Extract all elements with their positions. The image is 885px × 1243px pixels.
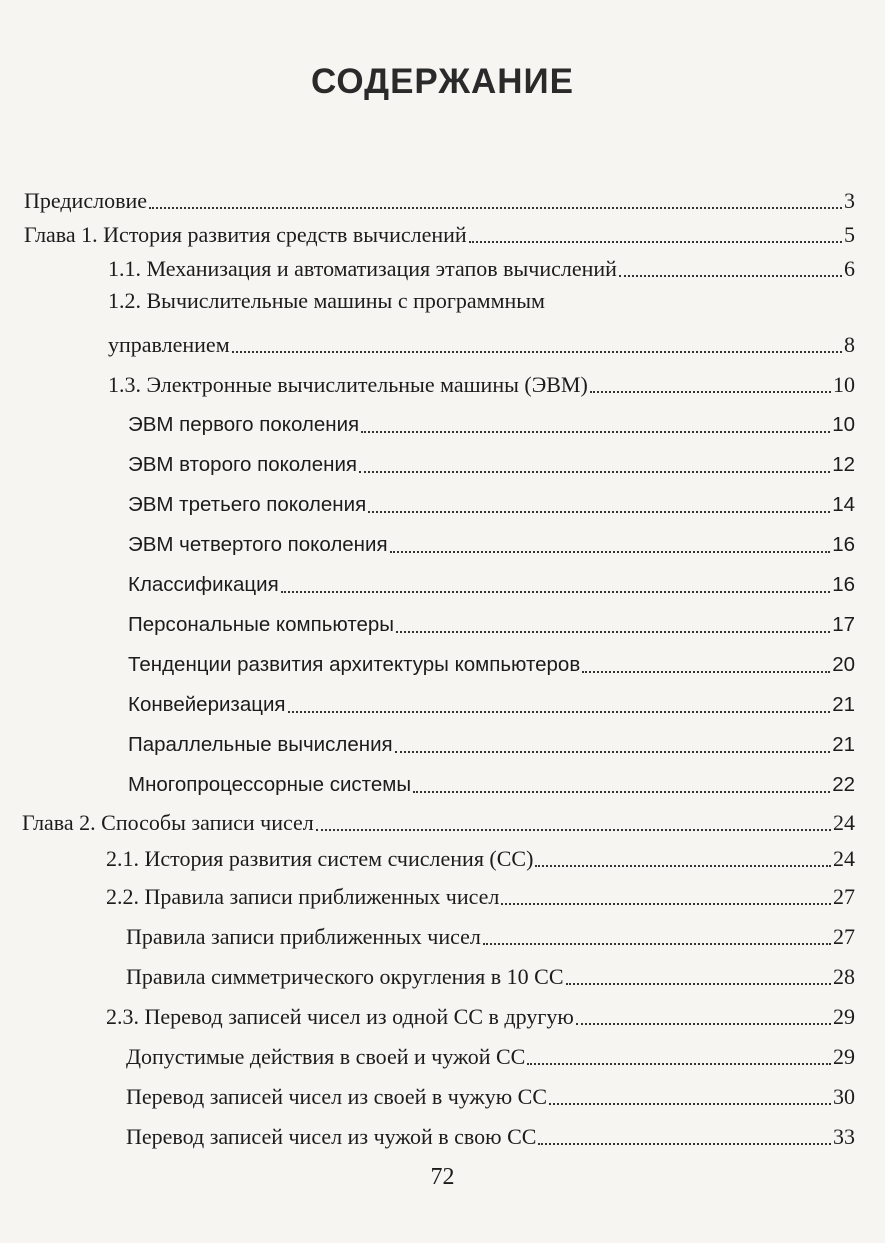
toc-entry-page: 10 xyxy=(832,413,855,436)
toc-entry-label: 2.2. Правила записи приближенных чисел xyxy=(106,884,500,909)
toc-entry-label: Персональные компьютеры xyxy=(128,613,395,636)
toc-entry xyxy=(128,602,855,638)
toc-entry xyxy=(24,212,855,248)
toc-entry-label: 2.3. Перевод записей чисел из одной СС в другую xyxy=(106,1004,574,1029)
toc-entry xyxy=(128,482,855,518)
toc-entry-page: 20 xyxy=(832,653,855,676)
toc-leader-dots xyxy=(359,470,830,473)
toc-entry xyxy=(126,1074,855,1110)
toc-leader-dots xyxy=(619,274,842,277)
toc-leader-dots xyxy=(413,790,830,793)
toc-entry xyxy=(128,522,855,558)
toc-leader-dots xyxy=(566,982,832,985)
toc-entry-label: Глава 2. Способы записи чисел xyxy=(22,810,314,835)
toc-leader-dots xyxy=(582,670,830,673)
toc-entry-page: 16 xyxy=(832,573,855,596)
toc-entry-label: ЭВМ четвертого поколения xyxy=(128,533,388,556)
toc-entry-page: 29 xyxy=(833,1004,855,1029)
toc-entry xyxy=(108,246,855,282)
toc-leader-dots xyxy=(549,1102,831,1105)
toc-leader-dots xyxy=(390,550,831,553)
toc-entry-label: Предисловие xyxy=(24,188,147,213)
toc-leader-dots xyxy=(590,390,831,393)
toc-leader-dots xyxy=(288,710,831,713)
toc-entry-page: 24 xyxy=(833,846,855,871)
toc-entry-page: 27 xyxy=(833,924,855,949)
toc-entry-page: 5 xyxy=(844,222,855,247)
toc-entry-page: 14 xyxy=(832,493,855,516)
toc-entry-label: Правила записи приближенных чисел xyxy=(126,924,481,949)
toc-entry-page: 33 xyxy=(833,1124,855,1149)
toc-leader-dots xyxy=(396,630,830,633)
toc-entry-page: 22 xyxy=(832,773,855,796)
toc-entry-page: 30 xyxy=(833,1084,855,1109)
toc-entry-page: 10 xyxy=(833,372,855,397)
toc-entry xyxy=(126,1114,855,1150)
page-title: СОДЕРЖАНИЕ xyxy=(310,62,574,101)
toc-entry-page: 27 xyxy=(833,884,855,909)
toc-entry-page: 17 xyxy=(832,613,855,636)
toc-leader-dots xyxy=(232,350,842,353)
toc-entry-label: Тенденции развития архитектуры компьютеров xyxy=(128,653,581,676)
toc-entry-label: Многопроцессорные системы xyxy=(128,773,412,796)
toc-entry xyxy=(106,836,855,872)
toc-entry xyxy=(126,954,855,990)
toc-entry xyxy=(106,874,855,910)
toc-leader-dots xyxy=(527,1062,831,1065)
toc-entry xyxy=(24,178,855,214)
toc-entry-page: 3 xyxy=(844,188,855,213)
toc-entry-page: 24 xyxy=(833,810,855,835)
toc-leader-dots xyxy=(368,510,830,513)
toc-leader-dots xyxy=(395,750,831,753)
toc-entry-label: Перевод записей чисел из своей в чужую СС xyxy=(126,1084,548,1109)
page-number: 72 xyxy=(430,1164,455,1190)
toc-entry-page: 21 xyxy=(832,693,855,716)
toc-leader-dots xyxy=(281,590,831,593)
toc-entry xyxy=(128,402,855,438)
toc-entry-label: ЭВМ третьего поколения xyxy=(128,493,367,516)
toc-entry-label: Перевод записей чисел из чужой в свою СС xyxy=(126,1124,537,1149)
toc-entry xyxy=(128,682,855,718)
toc-entry xyxy=(22,800,855,836)
toc-entry xyxy=(108,362,855,398)
toc-entry xyxy=(128,562,855,598)
toc-entry-label: ЭВМ второго поколения xyxy=(128,453,357,476)
toc-entry-page: 29 xyxy=(833,1044,855,1069)
toc-entry xyxy=(128,722,855,758)
toc-leader-dots xyxy=(316,828,831,831)
toc-entry-label: Правила симметрического округления в 10 СС xyxy=(126,964,564,989)
toc-leader-dots xyxy=(501,902,831,905)
toc-entry-label: управлением xyxy=(108,332,230,357)
toc-entry xyxy=(108,322,855,358)
toc-entry xyxy=(128,762,855,798)
toc-entry xyxy=(106,994,855,1030)
toc-entry-label: Глава 1. История развития средств вычислений xyxy=(24,222,467,247)
toc-leader-dots xyxy=(535,864,831,867)
toc-leader-dots xyxy=(576,1022,831,1025)
toc-entry-label: 1.1. Механизация и автоматизация этапов вычислений xyxy=(108,256,617,281)
toc-entry-page: 6 xyxy=(844,256,855,281)
toc-entry-label: ЭВМ первого поколения xyxy=(128,413,360,436)
toc-entry-page: 16 xyxy=(832,533,855,556)
toc-leader-dots xyxy=(361,430,830,433)
toc-leader-dots xyxy=(149,206,842,209)
toc-entry xyxy=(126,914,855,950)
toc-entry-page: 21 xyxy=(832,733,855,756)
toc-entry-label: 2.1. История развития систем счисления (СС) xyxy=(106,846,534,871)
toc-leader-dots xyxy=(483,942,831,945)
toc-entry-page: 28 xyxy=(833,964,855,989)
toc-entry-page: 12 xyxy=(832,453,855,476)
toc-entry xyxy=(128,642,855,678)
toc-entry xyxy=(126,1034,855,1070)
toc-leader-dots xyxy=(538,1142,831,1145)
toc-entry-page: 8 xyxy=(844,332,855,357)
toc-entry-label-line1: 1.2. Вычислительные машины с программным xyxy=(108,288,545,313)
toc-entry-label: 1.3. Электронные вычислительные машины (ЭВМ) xyxy=(108,372,588,397)
toc-entry-label: Классификация xyxy=(128,573,279,596)
toc-entry-label: Параллельные вычисления xyxy=(128,733,393,756)
toc-entry xyxy=(128,442,855,478)
toc-entry-label: Допустимые действия в своей и чужой СС xyxy=(126,1044,526,1069)
toc-leader-dots xyxy=(469,240,842,243)
toc-entry-label: Конвейеризация xyxy=(128,693,286,716)
